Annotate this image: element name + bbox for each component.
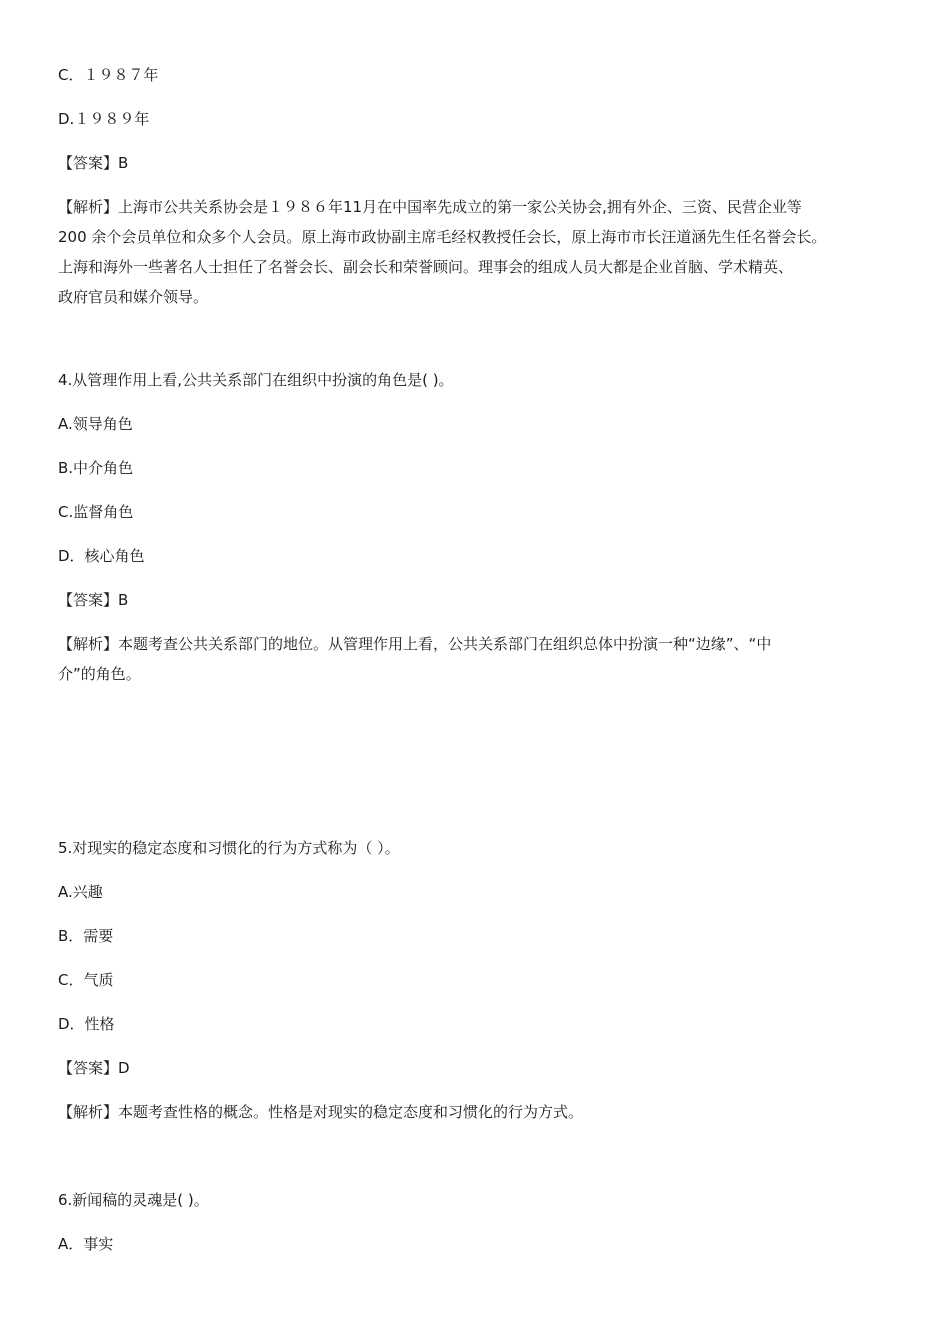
q3-analysis-line-3: 上海和海外一些著名人士担任了名誉会长、副会长和荣誉顾问。理事会的组成人员大都是企业首脑、学术精英、 [58,258,794,276]
q3-answer: 【答案】B [58,154,129,172]
q3-option-c: C．１９８７年 [58,66,159,84]
q6-option-a: A．事实 [58,1235,114,1253]
q5-option-a: A.兴趣 [58,883,103,901]
q3-analysis-line-2: 200 余个会员单位和众多个人会员。原上海市政协副主席毛经权教授任会长，原上海市市长汪道涵先生任名誉会长。 [58,228,827,246]
q4-option-b: B.中介角色 [58,459,134,477]
q5-answer: 【答案】D [58,1059,130,1077]
q4-option-d: D．核心角色 [58,547,145,565]
q3-analysis-line-1: 【解析】上海市公共关系协会是１９８６年11月在中国率先成立的第一家公关协会,拥有外企、三资、民营企业等 [58,198,802,216]
q5-option-c: C．气质 [58,971,114,989]
q6-question: 6.新闻稿的灵魂是( )。 [58,1191,209,1209]
q4-option-c: C.监督角色 [58,503,134,521]
q5-analysis: 【解析】本题考查性格的概念。性格是对现实的稳定态度和习惯化的行为方式。 [58,1103,584,1121]
q3-option-d: D.１９８９年 [58,110,150,128]
q4-answer: 【答案】B [58,591,129,609]
q3-analysis-line-4: 政府官员和媒介领导。 [58,288,209,306]
q5-option-d: D．性格 [58,1015,115,1033]
q4-analysis-line-2: 介”的角色。 [58,665,141,683]
q5-option-b: B．需要 [58,927,114,945]
q4-analysis [58,629,898,689]
q4-question: 4.从管理作用上看,公共关系部门在组织中扮演的角色是( )。 [58,371,454,389]
q3-analysis [58,192,898,312]
q4-analysis-line-1: 【解析】本题考查公共关系部门的地位。从管理作用上看，公共关系部门在组织总体中扮演一种“边缘”、“中 [58,635,772,653]
q4-option-a: A.领导角色 [58,415,133,433]
q5-question: 5.对现实的稳定态度和习惯化的行为方式称为（ ）。 [58,839,400,857]
